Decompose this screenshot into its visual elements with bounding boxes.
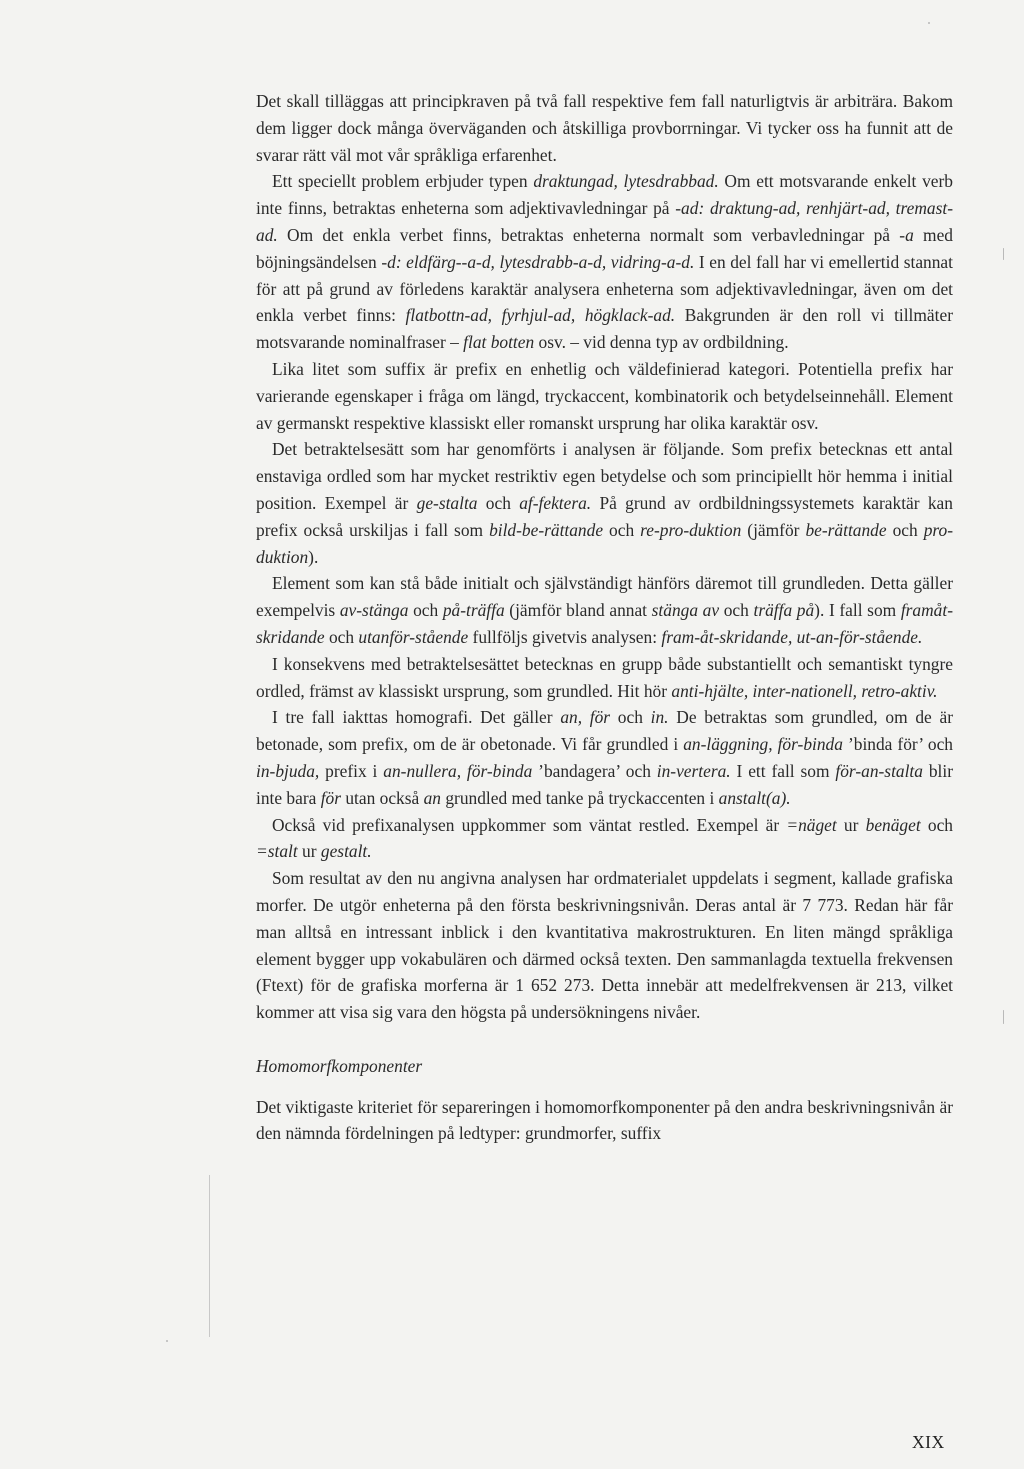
text-run: ). [308, 546, 319, 567]
text-run: Som resultat av den nu angivna analysen har ordmaterialet uppdelats i segment, kallade grafiska morfer. De utgör enheterna på den första beskrivningsnivån. Deras antal är 7 773. Redan här får man alltså en intressant inblick i den kvantitativa makrostrukturen. En liten mängd språkliga element bygger upp vokabulären och därmed också texten. Den sammanlagda textuella frekvensen (Ftext) för de grafiska morferna är 1 652 273. Detta innebär att medelfrekvensen är 213, vilket kommer att visa sig vara den högsta på undersökningens nivåer. [256, 868, 953, 1023]
italic-text: in. [650, 707, 669, 728]
text-run: ’bandagera’ och [532, 760, 657, 781]
text-run: Om ett motsvarande enkelt verb inte finns, betraktas enheterna som adjektivavledningar på [256, 171, 953, 219]
italic-text: pro-duktion [256, 519, 954, 567]
italic-text: ge-stalta [416, 492, 478, 513]
text-run: De betraktas som grundled, om de är betonade, som prefix, om de är obetonade. Vi får grundled i [256, 707, 953, 755]
text-run: I tre fall iakttas homografi. Det gäller [272, 707, 561, 728]
italic-text: träffa på [753, 600, 815, 621]
italic-text: an [423, 787, 441, 808]
italic-text: -d: eldfärg--a-d, lytesdrabb-a-d, vidring-a-d. [381, 251, 695, 272]
text-run: (jämför bland annat [504, 600, 652, 621]
italic-text: benäget [865, 814, 921, 835]
text-run: Element som kan stå både initialt och självständigt hänförs däremot till grundleden. Detta gäller exempelvis [256, 573, 953, 621]
text-run: På grund av ordbildningssystemets karaktär kan prefix också urskiljas i fall som [256, 492, 953, 540]
page-body [256, 88, 953, 1147]
italic-text: af-fektera. [519, 492, 592, 513]
text-run: fullföljs givetvis analysen: [468, 626, 662, 647]
text-run: och [324, 626, 359, 647]
text-run: Det viktigaste kriteriet för separeringen i homomorfkomponenter på den andra beskrivningsnivån är den nämnda fördelningen på ledtyper: grundmorfer, suffix [256, 1096, 953, 1144]
italic-text: an, för [560, 707, 611, 728]
scan-speck [928, 22, 930, 24]
italic-text: fram-åt-skridande, ut-an-för-stående. [661, 626, 923, 647]
italic-text: gestalt. [320, 841, 372, 862]
text-run: ur [836, 814, 866, 835]
italic-text: av-stänga [339, 600, 409, 621]
text-run: grundled med tanke på tryckaccenten i [440, 787, 719, 808]
text-run: utan också [341, 787, 424, 808]
text-run: blir inte bara [256, 760, 953, 808]
italic-text: på-träffa [442, 600, 505, 621]
italic-text: re-pro-duktion [640, 519, 742, 540]
italic-text: framåt-skridande [256, 600, 953, 647]
text-run: Det betraktelsesätt som har genomförts i analysen är följande. Som prefix betecknas ett antal enstaviga ordled som har mycket restriktiv egen betydelse och som principiellt hör hemma i initial position. Exempel är [256, 439, 953, 513]
paragraph [256, 168, 953, 356]
text-run: och [886, 519, 924, 540]
scan-speck [166, 1340, 168, 1342]
text-run: Också vid prefixanalysen uppkommer som väntat restled. Exempel är [272, 814, 787, 835]
italic-text: an-läggning, för-binda [683, 734, 843, 755]
paragraph [256, 812, 953, 866]
italic-text: an-nullera, för-binda [383, 760, 533, 781]
text-run: Ett speciellt problem erbjuder typen [272, 171, 534, 192]
text-run: osv. – vid denna typ av ordbildning. [534, 332, 789, 353]
paragraph [256, 704, 953, 811]
text-run: I konsekvens med betraktelsesättet betecknas en grupp både substantiellt och semantiskt tyngre ordled, främst av klassiskt ursprung, som grundled. Hit hör [256, 653, 953, 701]
text-run: Lika litet som suffix är prefix en enhetlig och väldefinierad kategori. Potentiella prefix har varierande egenskaper i fråga om längd, tryckaccent, kombinatorik och betydelseinnehåll. Element av germanskt respektive klassiskt eller romanskt ursprung har olika karaktär osv. [256, 358, 953, 433]
italic-text: bild-be-rättande [489, 519, 604, 540]
paragraph [256, 651, 953, 705]
italic-text: flatbottn-ad, fyrhjul-ad, högklack-ad. [405, 305, 676, 326]
italic-text: anstalt(a). [718, 787, 791, 808]
paragraph [256, 865, 953, 1026]
text-run: ’binda för’ och [842, 734, 953, 755]
italic-text: flat botten [463, 332, 535, 353]
scan-margin-mark [209, 1175, 210, 1337]
text-run: Det skall tilläggas att principkraven på två fall respektive fem fall naturligtvis är arbiträra. Bakom dem ligger dock många överväganden och åtskilliga provborrningar. Vi tycker oss ha funnit att de svarar rätt väl mot vår språkliga erfarenhet. [256, 91, 953, 165]
page-number: XIX [912, 1432, 945, 1452]
italic-text: anti-hjälte, inter-nationell, retro-aktiv. [671, 680, 938, 701]
text-run: prefix i [319, 760, 384, 781]
paragraph [256, 436, 953, 570]
paragraph [256, 88, 953, 168]
paragraph [256, 1094, 953, 1148]
italic-text: =näget [786, 814, 837, 835]
italic-text: in-vertera. [656, 760, 731, 781]
text-run: ). I fall som [814, 600, 901, 621]
text-run: ur [297, 841, 321, 862]
italic-text: =stalt [256, 841, 298, 862]
text-run: och [719, 600, 754, 621]
text-run: och [603, 519, 641, 540]
text-run: och [920, 814, 953, 835]
italic-text: draktungad, lytesdrabbad. [533, 171, 719, 192]
section-heading [256, 1053, 953, 1080]
italic-text: för-an-stalta [835, 760, 923, 781]
italic-text: -ad: draktung-ad, renhjärt-ad, tremast-ad. [256, 198, 953, 245]
italic-text: be-rättande [805, 519, 887, 540]
scan-speck [1003, 248, 1004, 260]
text-run: och [610, 707, 651, 728]
text-run: och [477, 492, 520, 513]
paragraph [256, 570, 953, 650]
italic-text: -a [899, 224, 914, 245]
italic-text: in-bjuda, [256, 760, 320, 781]
italic-text: stänga av [651, 600, 720, 621]
text-run: I ett fall som [730, 760, 836, 781]
text-run: I en del fall har vi emellertid stannat för att på grund av förledens karaktär analysera enheterna som adjektivavledningar, även om det enkla verbet finns: [256, 251, 953, 326]
text-run: Bakgrunden är den roll vi tillmäter motsvarande nominalfraser – [256, 305, 953, 353]
text-run: (jämför [741, 519, 806, 540]
scan-speck [1003, 1010, 1004, 1024]
text-run: Om det enkla verbet finns, betraktas enheterna normalt som verbavledningar på [277, 224, 900, 245]
italic-text: utanför-stående [358, 626, 469, 647]
text-run: och [408, 600, 443, 621]
paragraph [256, 356, 953, 436]
italic-text: Homomorfkomponenter [256, 1055, 423, 1076]
text-run: med böjningsändelsen [256, 224, 953, 272]
italic-text: för [320, 787, 341, 808]
